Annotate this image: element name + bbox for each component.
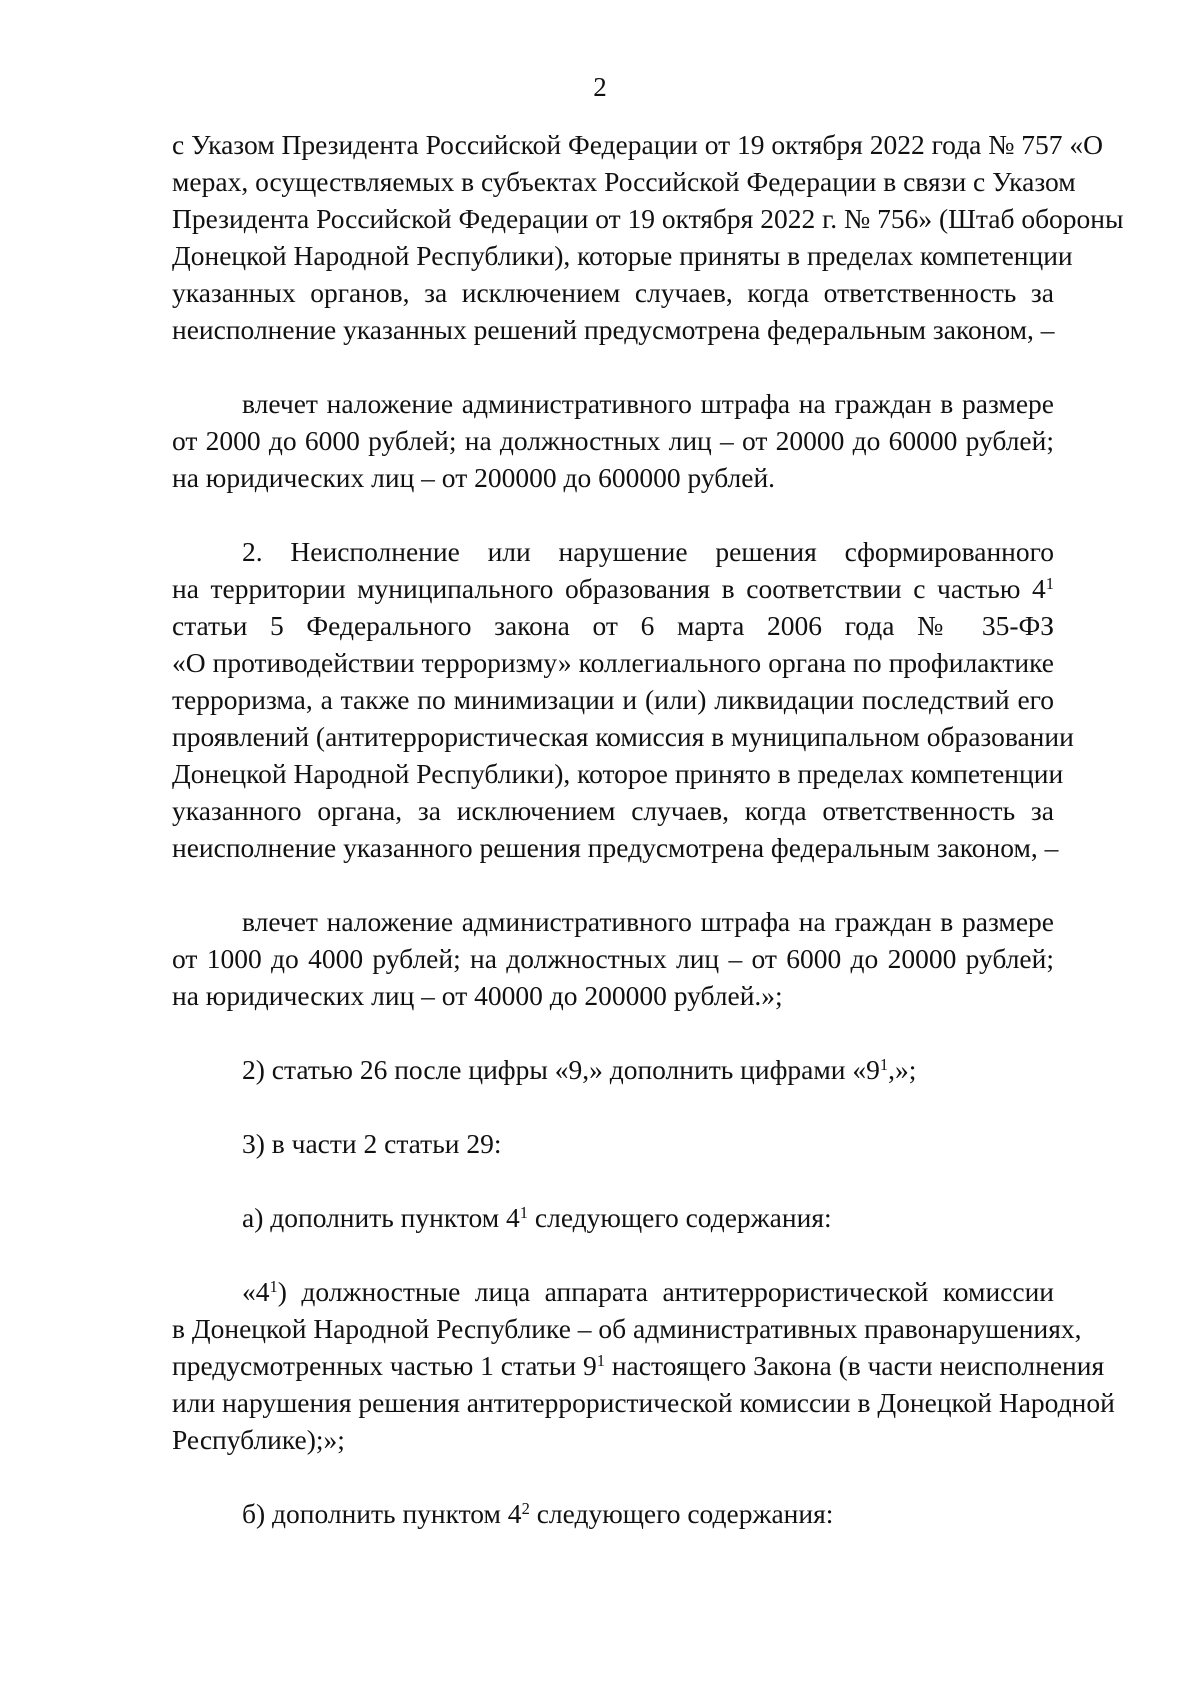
text-line: Республике);»; — [172, 1424, 345, 1455]
text-line: с Указом Президента Российской Федерации от 19 октября 2022 года № 757 «О — [172, 129, 1104, 160]
text-line — [172, 1495, 1054, 1532]
text-segment: предусмотренных частью 1 статьи 9 — [172, 1350, 597, 1381]
text-segment: 2) статью 26 после цифры «9,» дополнить цифрами «9 — [242, 1054, 880, 1085]
text-line: влечет наложение административного штрафа на граждан в размере — [242, 388, 1054, 419]
text-line: от 1000 до 4000 рублей; на должностных лиц – от 6000 до 20000 рублей; — [172, 943, 1054, 974]
text-segment: «4 — [242, 1276, 270, 1307]
text-line — [172, 1347, 1105, 1384]
page-number: 2 — [593, 72, 607, 102]
text-segment: ) должностные лица аппарата антитеррористической комиссии — [277, 1276, 1054, 1307]
superscript: 1 — [1045, 573, 1054, 593]
text-line: статьи 5 Федерального закона от 6 марта 2006 года № 35-ФЗ — [172, 610, 1054, 641]
text-segment: ,»; — [888, 1054, 917, 1085]
text-line: проявлений (антитеррористическая комиссия в муниципальном образовании — [172, 721, 1074, 752]
text-line — [172, 1273, 1054, 1310]
text-line: неисполнение указанного решения предусмотрена федеральным законом, – — [172, 832, 1059, 863]
text-segment: а) дополнить пунктом 4 — [242, 1202, 520, 1233]
document-body — [172, 126, 1124, 1532]
text-segment: настоящего Закона (в части неисполнения — [604, 1350, 1105, 1381]
text-segment: следующего содержания: — [528, 1202, 832, 1233]
paragraph-point-4-1 — [172, 1273, 1115, 1458]
text-line — [172, 570, 1054, 607]
superscript: 1 — [879, 1054, 889, 1074]
text-line: или нарушения решения антитеррористической комиссии в Донецкой Народной — [172, 1387, 1115, 1418]
text-line: терроризма, а также по минимизации и (или) ликвидации последствий его — [172, 684, 1054, 715]
text-line: мерах, осуществляемых в субъектах Российской Федерации в связи с Указом — [172, 166, 1076, 197]
paragraph-continuation — [172, 126, 1124, 348]
paragraph-item-b — [172, 1495, 1054, 1532]
text-line — [172, 1199, 1054, 1236]
text-segment: б) дополнить пунктом 4 — [242, 1498, 522, 1529]
paragraph-penalty-2 — [172, 903, 1054, 1014]
text-line: 2. Неисполнение или нарушение решения сформированного — [242, 536, 1054, 567]
superscript: 2 — [521, 1498, 530, 1518]
superscript: 1 — [596, 1350, 605, 1370]
text-line: 3) в части 2 статьи 29: — [242, 1128, 502, 1159]
text-line: неисполнение указанных решений предусмотрена федеральным законом, – — [172, 314, 1055, 345]
text-line — [172, 1051, 1054, 1088]
text-line: на юридических лиц – от 40000 до 200000 рублей.»; — [172, 980, 783, 1011]
superscript: 1 — [519, 1202, 529, 1222]
text-segment: на территории муниципального образования в соответствии с частью 4 — [172, 573, 1046, 604]
superscript: 1 — [269, 1276, 278, 1296]
text-line: Президента Российской Федерации от 19 октября 2022 г. № 756» (Штаб обороны — [172, 203, 1124, 234]
text-line: указанных органов, за исключением случаев, когда ответственность за — [172, 277, 1054, 308]
paragraph-item-2 — [172, 533, 1074, 866]
paragraph-article-29 — [172, 1125, 1054, 1162]
text-line: от 2000 до 6000 рублей; на должностных лиц – от 20000 до 60000 рублей; — [172, 425, 1054, 456]
paragraph-penalty-1 — [172, 385, 1054, 496]
text-line: на юридических лиц – от 200000 до 600000 рублей. — [172, 462, 776, 493]
paragraph-article-26 — [172, 1051, 1054, 1088]
text-line: в Донецкой Народной Республике – об административных правонарушениях, — [172, 1313, 1082, 1344]
text-line: Донецкой Народной Республики), которые приняты в пределах компетенции — [172, 240, 1073, 271]
text-line: Донецкой Народной Республики), которое принято в пределах компетенции — [172, 758, 1064, 789]
text-segment: следующего содержания: — [529, 1498, 834, 1529]
paragraph-item-a — [172, 1199, 1054, 1236]
text-line: влечет наложение административного штрафа на граждан в размере — [242, 906, 1054, 937]
text-line: указанного органа, за исключением случаев, когда ответственность за — [172, 795, 1054, 826]
text-line: «О противодействии терроризму» коллегиального органа по профилактике — [172, 647, 1054, 678]
